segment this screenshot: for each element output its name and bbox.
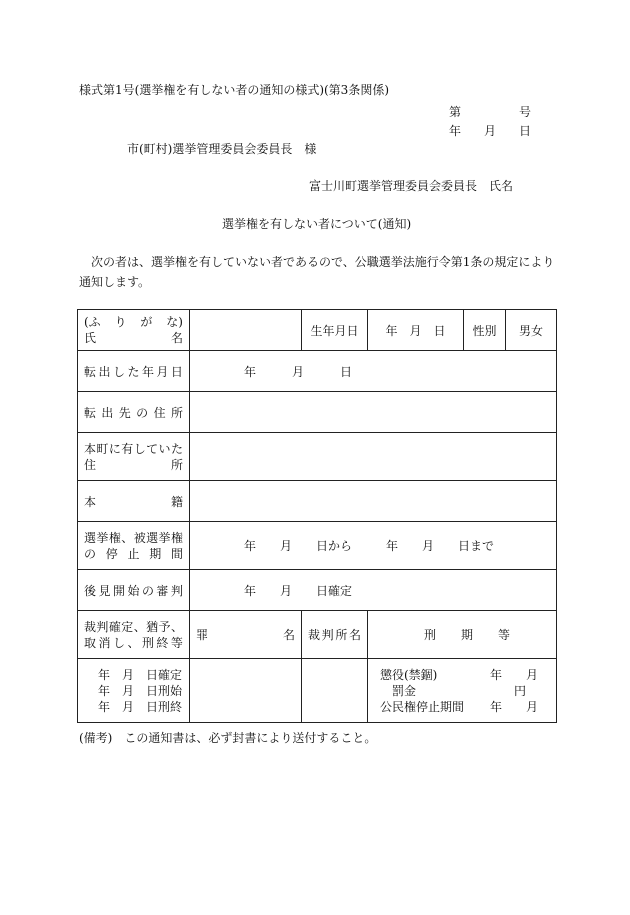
body-text [79,252,554,292]
subject: 選挙権を有しない者について(通知) [222,217,412,231]
document-date [449,124,531,138]
notice-table [77,309,557,723]
body-line-1: 次の者は、選挙権を有していない者であるので、公職選挙法施行令第1条の規定により [91,255,555,269]
number-prefix: 第 [449,105,462,119]
sender: 富士川町選挙管理委員会委員長 氏名 [309,179,514,193]
destination-field[interactable] [190,392,557,433]
date-line: 年 月 日確定 [98,667,183,682]
birth-field[interactable]: 年 月 日 [368,310,464,351]
table-row [78,659,557,723]
moved-out-field[interactable]: 年 月 日 [190,351,557,392]
destination-label: 転 出 先 の 住 所 [78,392,190,433]
penalty-line: 懲役(禁錮) 年 月 [380,667,539,682]
addressee: 市(町村)選挙管理委員会委員長 様 [127,142,317,156]
name-label-cell [78,310,190,351]
moved-out-label: 転 出 し た 年 月 日 [78,351,190,392]
date-line: 年 月 日刑終 [98,699,183,714]
name-field[interactable] [190,310,302,351]
penalty-field [368,659,557,723]
body-line-2: 通知します。 [79,275,151,289]
suspension-field[interactable] [190,522,557,570]
furigana-label: (ふ り が な) [84,315,183,329]
sentence-dates [78,659,190,723]
table-row [78,392,557,433]
suspension-from: 年 月 日から [244,539,353,553]
table-row [78,522,557,570]
table-row [78,310,557,351]
sentence-label: 裁 判 確 定 、 猶 予 、 取 消 し 、 刑 終 等 [78,611,190,659]
date-line: 年 月 日刑始 [98,683,183,698]
term-header: 刑 期 等 [368,611,557,659]
suspension-label: 選 挙 権 、 被 選 挙 権 の 停 止 期 間 [78,522,190,570]
table-row [78,611,557,659]
date-month: 月 [483,124,496,138]
court-field[interactable] [302,659,368,723]
penalty-line: 罰金 円 [392,683,527,698]
number-suffix: 号 [518,105,531,119]
suspension-to: 年 月 日まで [386,539,495,553]
previous-address-field[interactable] [190,433,557,481]
crime-header: 罪 名 [190,611,302,659]
previous-address-label: 本 町 に 有 し て い た 住 所 [78,433,190,481]
honseki-label: 本 籍 [78,481,190,522]
table-row [78,481,557,522]
remark: (備考) この通知書は、必ず封書により送付すること。 [79,731,377,745]
guardianship-label: 後 見 開 始 の 審 判 [78,570,190,611]
date-day: 日 [518,124,531,138]
form-title: 様式第1号(選挙権を有しない者の通知の様式)(第3条関係) [79,83,389,97]
table-row [78,351,557,392]
table-row [78,570,557,611]
court-header: 裁 判 所 名 [302,611,368,659]
name-label: 氏 名 [84,331,183,345]
penalty-line: 公民権停止期間 年 月 [380,699,539,714]
sex-field[interactable]: 男女 [506,310,557,351]
honseki-field[interactable] [190,481,557,522]
document-number [449,105,531,119]
date-year: 年 [449,124,462,138]
table-row [78,433,557,481]
crime-field[interactable] [190,659,302,723]
guardianship-field[interactable]: 年 月 日確定 [190,570,557,611]
birth-label: 生年月日 [302,310,368,351]
sex-label: 性別 [464,310,506,351]
